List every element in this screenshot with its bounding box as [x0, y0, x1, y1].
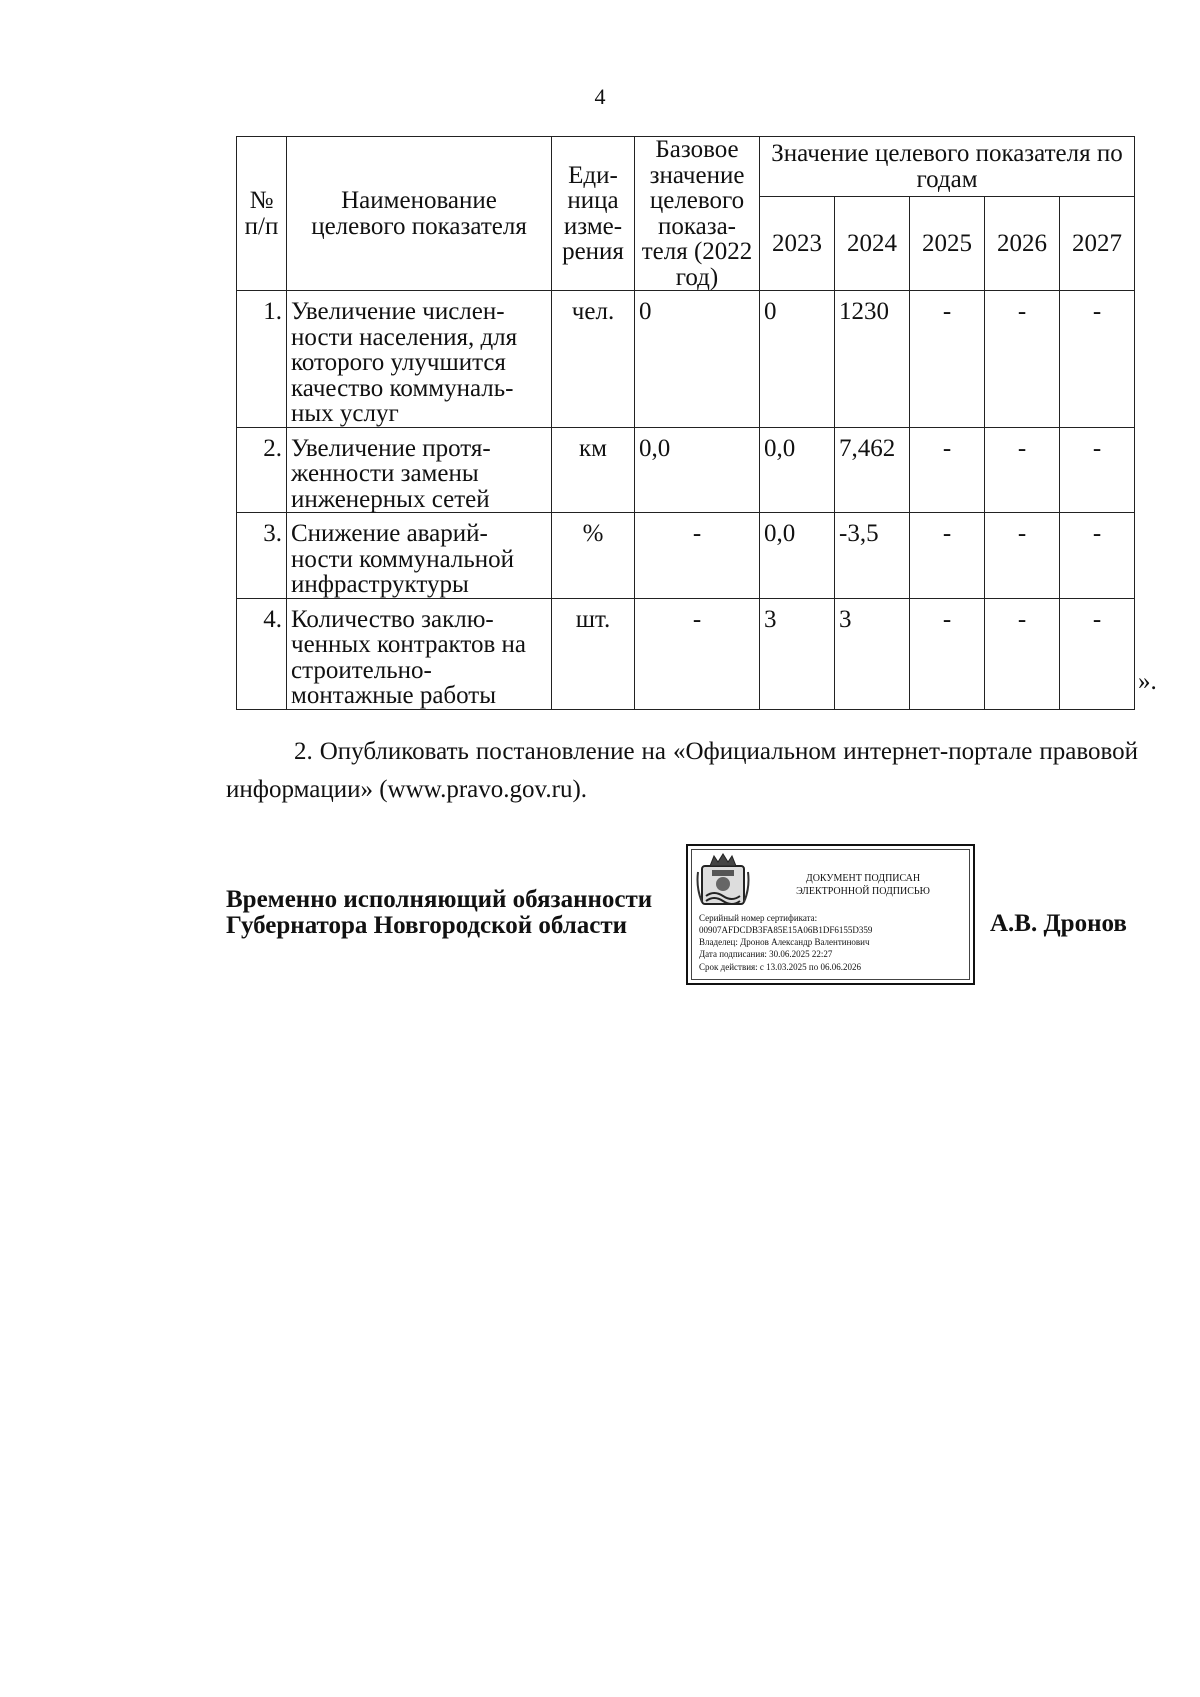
- row-value-2023: 0: [760, 291, 835, 428]
- row-num: 1.: [237, 291, 287, 428]
- header-year: 2027: [1060, 197, 1135, 291]
- row-value-2025: -: [910, 513, 985, 599]
- row-value-2024: 7,462: [835, 427, 910, 513]
- row-value-2027: -: [1060, 427, 1135, 513]
- stamp-title-line: ЭЛЕКТРОННОЙ ПОДПИСЬЮ: [796, 886, 930, 897]
- row-unit: км: [552, 427, 635, 513]
- row-indicator-name: Увеличение протя- женности замены инженерных сетей: [287, 427, 552, 513]
- header-year: 2025: [910, 197, 985, 291]
- table-row: [237, 427, 1135, 513]
- row-value-2027: -: [1060, 513, 1135, 599]
- row-value-2027: -: [1060, 291, 1135, 428]
- novgorod-coat-of-arms-icon: [696, 852, 750, 908]
- row-num: 2.: [237, 427, 287, 513]
- stamp-signed-date: Дата подписания: 30.06.2025 22:27: [699, 949, 833, 959]
- row-value-2023: 0,0: [760, 427, 835, 513]
- row-indicator-name: Увеличение числен- ности населения, для которого улучшится качество коммуналь- ных услуг: [287, 291, 552, 428]
- stamp-serial: 00907AFDCDB3FA85E15A06B1DF6155D359: [699, 925, 873, 935]
- row-base-value: -: [635, 513, 760, 599]
- header-num: № п/п: [237, 137, 287, 291]
- stamp-serial-label: Серийный номер сертификата:: [699, 913, 818, 923]
- row-value-2025: -: [910, 427, 985, 513]
- signer-title-line: Губернатора Новгородской области: [226, 912, 628, 939]
- stamp-validity: Срок действия: с 13.03.2025 по 06.06.2026: [699, 962, 861, 972]
- row-unit: шт.: [552, 598, 635, 709]
- signer-title-line: Временно исполняющий обязанности: [226, 886, 653, 913]
- row-value-2025: -: [910, 598, 985, 709]
- closing-quote: ».: [1138, 668, 1157, 695]
- row-base-value: 0: [635, 291, 760, 428]
- publication-paragraph: 2. Опубликовать постановление на «Официальном интернет-портале правовой информации» (www.pravo.gov.ru).: [226, 738, 1138, 803]
- header-year: 2024: [835, 197, 910, 291]
- row-value-2026: -: [985, 598, 1060, 709]
- row-value-2024: 3: [835, 598, 910, 709]
- row-value-2023: 3: [760, 598, 835, 709]
- electronic-signature-stamp: [686, 844, 975, 985]
- target-indicators-table: [236, 136, 1135, 710]
- row-value-2023: 0,0: [760, 513, 835, 599]
- stamp-title-line: ДОКУМЕНТ ПОДПИСАН: [805, 873, 921, 884]
- header-values-by-year: Значение целевого показателя по годам: [760, 137, 1135, 197]
- row-value-2024: 1230: [835, 291, 910, 428]
- row-unit: %: [552, 513, 635, 599]
- header-year: 2026: [985, 197, 1060, 291]
- header-base-value: Базовое значение целевого показа- теля (2022 год): [635, 137, 760, 291]
- row-value-2026: -: [985, 513, 1060, 599]
- row-value-2026: -: [985, 291, 1060, 428]
- row-value-2027: -: [1060, 598, 1135, 709]
- header-year: 2023: [760, 197, 835, 291]
- row-indicator-name: Количество заклю- ченных контрактов на строительно- монтажные работы: [287, 598, 552, 709]
- stamp-owner: Владелец: Дронов Александр Валентинович: [699, 937, 870, 947]
- row-base-value: -: [635, 598, 760, 709]
- row-num: 4.: [237, 598, 287, 709]
- row-unit: чел.: [552, 291, 635, 428]
- row-value-2026: -: [985, 427, 1060, 513]
- row-base-value: 0,0: [635, 427, 760, 513]
- row-value-2025: -: [910, 291, 985, 428]
- row-num: 3.: [237, 513, 287, 599]
- table-row: [237, 598, 1135, 709]
- row-value-2024: -3,5: [835, 513, 910, 599]
- signer-name: А.В. Дронов: [990, 910, 1127, 937]
- page-number: 4: [594, 84, 606, 109]
- header-unit: Еди- ница изме- рения: [552, 137, 635, 291]
- row-indicator-name: Снижение аварий- ности коммунальной инфраструктуры: [287, 513, 552, 599]
- signer-title: [226, 887, 652, 939]
- table-row: [237, 513, 1135, 599]
- table-row: [237, 291, 1135, 428]
- header-name: Наименование целевого показателя: [287, 137, 552, 291]
- stamp-title: [758, 872, 968, 898]
